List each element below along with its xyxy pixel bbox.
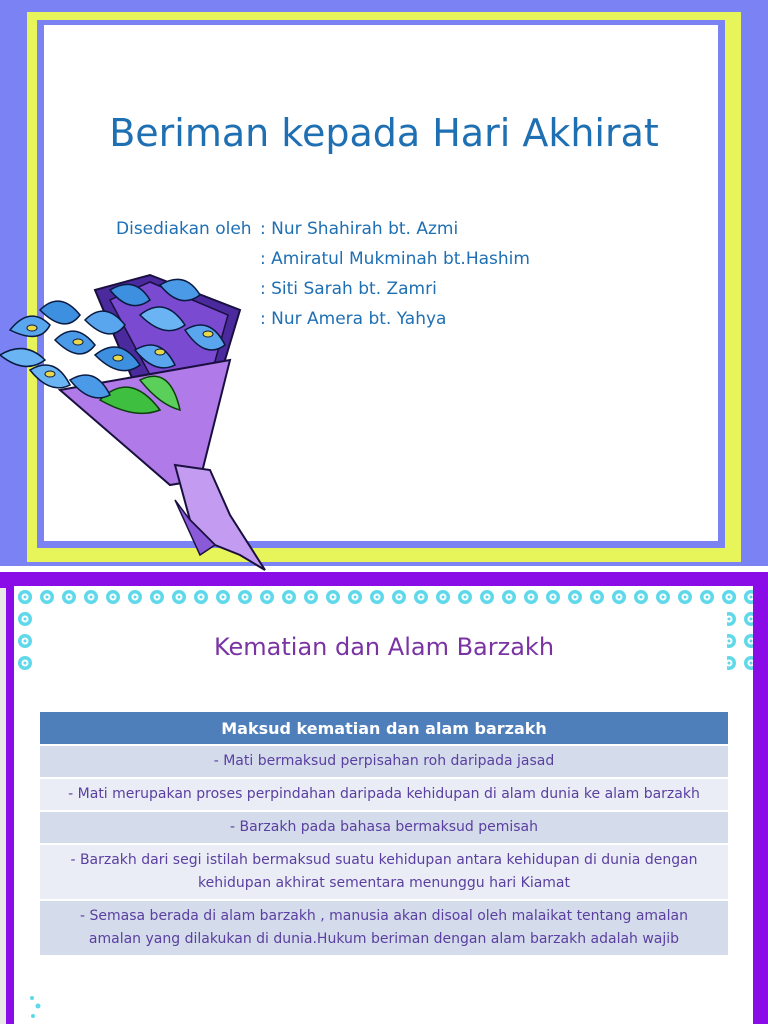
table-header-row	[40, 712, 728, 745]
table-cell: - Barzakh pada bahasa bermaksud pemisah	[40, 811, 728, 844]
author-name: : Siti Sarah bt. Zamri	[260, 279, 437, 299]
flower-bouquet-illustration	[0, 270, 270, 580]
slide-title: Kematian dan Alam Barzakh	[213, 633, 555, 661]
slide-title: Beriman kepada Hari Akhirat	[109, 111, 659, 155]
table-row	[40, 811, 728, 844]
table-cell: - Mati bermaksud perpisahan roh daripada jasad	[40, 745, 728, 778]
author-name: : Nur Amera bt. Yahya	[260, 309, 447, 329]
definition-table	[40, 712, 728, 957]
swirl-decoration	[26, 992, 46, 1024]
table-row	[40, 778, 728, 811]
table-cell: - Semasa berada di alam barzakh , manusia akan disoal oleh malaikat tentang amalan amalan yang dilakukan di dunia.Hukum beriman dengan alam barzakh adalah wajib	[40, 900, 728, 956]
credit-row	[116, 214, 530, 244]
table-row	[40, 900, 728, 956]
content-slide	[0, 572, 768, 1024]
table-header: Maksud kematian dan alam barzakh	[40, 712, 728, 745]
table-row	[40, 844, 728, 900]
table-row	[40, 745, 728, 778]
author-name: : Amiratul Mukminah bt.Hashim	[260, 249, 530, 269]
author-name: : Nur Shahirah bt. Azmi	[260, 219, 459, 239]
table-cell: - Barzakh dari segi istilah bermaksud suatu kehidupan antara kehidupan di dunia dengan kehidupan akhirat sementara menunggu hari Kiamat	[40, 844, 728, 900]
prepared-by-label: Disediakan oleh	[116, 219, 252, 239]
table-cell: - Mati merupakan proses perpindahan daripada kehidupan di alam dunia ke alam barzakh	[40, 778, 728, 811]
